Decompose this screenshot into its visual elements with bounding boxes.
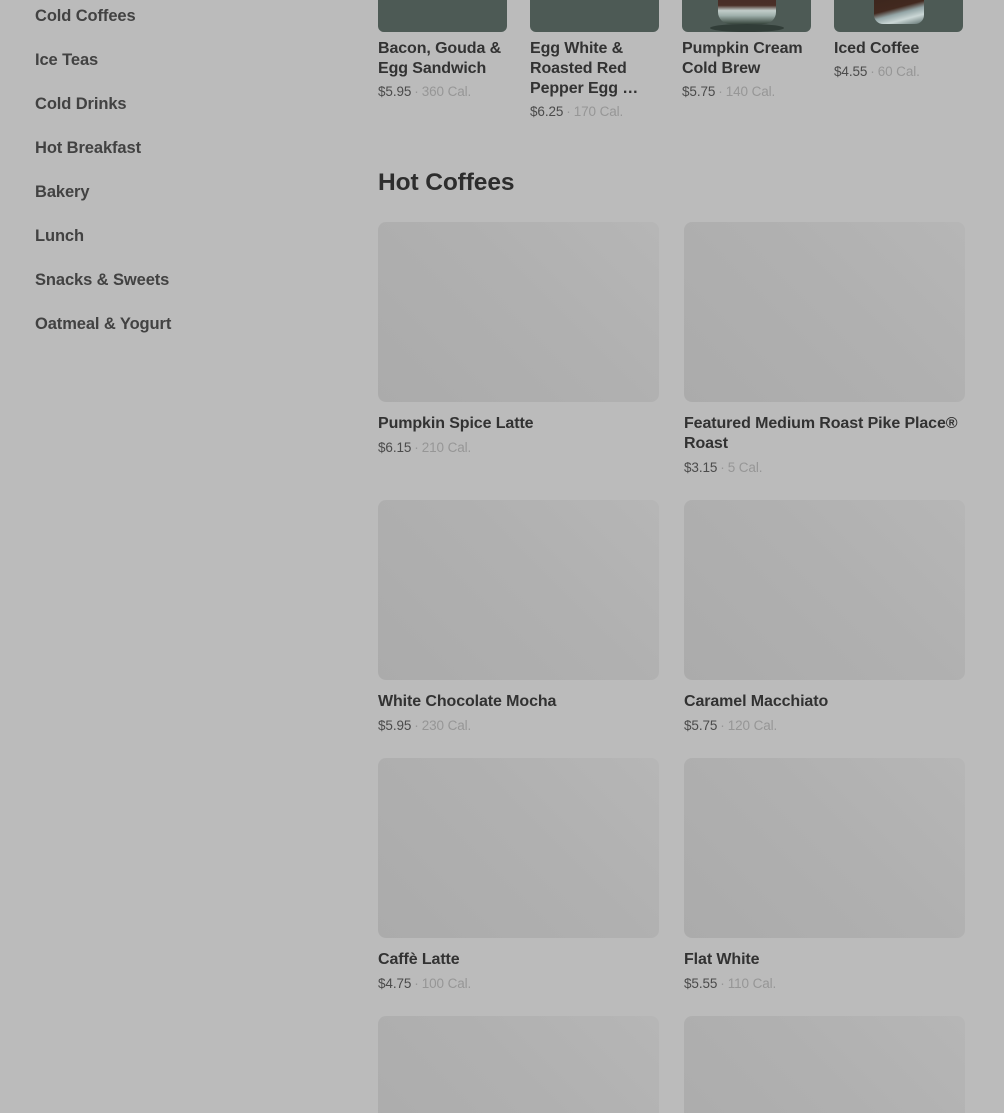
product-price: $5.55 bbox=[684, 976, 718, 991]
product-image-placeholder bbox=[378, 222, 659, 402]
sidebar-item-cold-coffees[interactable]: Cold Coffees bbox=[35, 7, 136, 25]
iced-coffee-cup-image bbox=[874, 0, 924, 24]
price-dot-separator: · bbox=[720, 460, 725, 475]
product-calories: 5 Cal. bbox=[727, 460, 763, 475]
price-dot-separator: · bbox=[414, 440, 419, 455]
product-name: White Chocolate Mocha bbox=[378, 693, 557, 710]
sidebar-item-cold-drinks[interactable]: Cold Drinks bbox=[35, 95, 127, 113]
product-price: $5.95 bbox=[378, 84, 412, 99]
product-price: $6.25 bbox=[530, 104, 564, 119]
sidebar-item-snacks-sweets[interactable]: Snacks & Sweets bbox=[35, 271, 170, 289]
product-price-line bbox=[682, 84, 811, 100]
product-name: Bacon, Gouda & Egg Sandwich bbox=[378, 40, 502, 77]
product-calories: 360 Cal. bbox=[421, 84, 472, 99]
product-price-line bbox=[834, 64, 963, 80]
product-calories: 60 Cal. bbox=[877, 64, 920, 79]
product-name: Pumpkin Spice Latte bbox=[378, 415, 534, 432]
product-image-placeholder bbox=[378, 758, 659, 938]
cold-brew-cup-image bbox=[718, 0, 776, 24]
product-name: Featured Medium Roast Pike Place® Roast bbox=[684, 415, 958, 452]
product-image-placeholder bbox=[684, 758, 965, 938]
product-price: $5.75 bbox=[682, 84, 716, 99]
product-card-white-chocolate-mocha[interactable] bbox=[378, 500, 659, 734]
category-sidebar bbox=[35, 0, 335, 346]
product-calories: 140 Cal. bbox=[725, 84, 776, 99]
product-calories: 170 Cal. bbox=[573, 104, 624, 119]
cold-brew-cup-photo bbox=[682, 0, 811, 32]
product-price: $3.15 bbox=[684, 460, 718, 475]
hot-coffees-grid bbox=[378, 222, 965, 1113]
price-dot-separator: · bbox=[720, 718, 725, 733]
product-price-line bbox=[378, 976, 659, 992]
iced-coffee-cup-photo bbox=[834, 0, 963, 32]
product-image-placeholder bbox=[378, 500, 659, 680]
product-calories: 100 Cal. bbox=[421, 976, 472, 991]
product-price-line bbox=[378, 718, 659, 734]
product-name: Egg White & Roasted Red Pepper Egg … bbox=[530, 40, 639, 97]
product-image-placeholder bbox=[684, 500, 965, 680]
product-photo-dark bbox=[378, 0, 507, 32]
product-name: Pumpkin Cream Cold Brew bbox=[682, 40, 803, 77]
product-price: $5.75 bbox=[684, 718, 718, 733]
price-dot-separator: · bbox=[720, 976, 725, 991]
product-price-line bbox=[530, 104, 659, 120]
product-calories: 210 Cal. bbox=[421, 440, 472, 455]
price-dot-separator: · bbox=[718, 84, 723, 99]
product-price: $4.75 bbox=[378, 976, 412, 991]
price-dot-separator: · bbox=[566, 104, 571, 119]
product-calories: 110 Cal. bbox=[727, 976, 777, 991]
product-price-line bbox=[684, 460, 965, 476]
product-image-placeholder bbox=[684, 1016, 965, 1113]
product-price-line bbox=[378, 440, 659, 456]
product-price-line bbox=[684, 976, 965, 992]
product-card-bacon-gouda-egg-sandwich[interactable] bbox=[378, 0, 507, 120]
product-image-placeholder bbox=[378, 1016, 659, 1113]
product-price-line bbox=[684, 718, 965, 734]
price-dot-separator: · bbox=[870, 64, 875, 79]
sidebar-item-hot-breakfast[interactable]: Hot Breakfast bbox=[35, 139, 141, 157]
sidebar-item-bakery[interactable]: Bakery bbox=[35, 183, 90, 201]
product-calories: 230 Cal. bbox=[421, 718, 472, 733]
sidebar-item-ice-teas[interactable]: Ice Teas bbox=[35, 51, 99, 69]
product-card-pumpkin-spice-latte[interactable] bbox=[378, 222, 659, 456]
product-image-placeholder bbox=[684, 222, 965, 402]
product-price: $4.55 bbox=[834, 64, 868, 79]
section-title-hot-coffees: Hot Coffees bbox=[378, 169, 515, 196]
product-row-top bbox=[378, 0, 965, 120]
sidebar-item-oatmeal-yogurt[interactable]: Oatmeal & Yogurt bbox=[35, 315, 172, 333]
price-dot-separator: · bbox=[414, 84, 419, 99]
product-name: Iced Coffee bbox=[834, 40, 920, 57]
product-card-egg-white-roasted-red-pepper[interactable] bbox=[530, 0, 659, 120]
product-name: Caffè Latte bbox=[378, 951, 460, 968]
product-price: $6.15 bbox=[378, 440, 412, 455]
product-card-caffe-latte[interactable] bbox=[378, 758, 659, 992]
product-calories: 120 Cal. bbox=[727, 718, 778, 733]
price-dot-separator: · bbox=[414, 976, 419, 991]
product-name: Flat White bbox=[684, 951, 760, 968]
product-card-partial-left[interactable] bbox=[378, 1016, 659, 1113]
price-dot-separator: · bbox=[414, 718, 419, 733]
cup-shadow bbox=[710, 24, 784, 32]
product-price: $5.95 bbox=[378, 718, 412, 733]
product-card-featured-medium-roast-pike-place[interactable] bbox=[684, 222, 965, 476]
product-name: Caramel Macchiato bbox=[684, 693, 829, 710]
product-price-line bbox=[378, 84, 507, 100]
menu-content bbox=[378, 0, 965, 1113]
product-card-caramel-macchiato[interactable] bbox=[684, 500, 965, 734]
product-card-pumpkin-cream-cold-brew[interactable] bbox=[682, 0, 811, 120]
product-card-partial-right[interactable] bbox=[684, 1016, 965, 1113]
product-photo-dark bbox=[530, 0, 659, 32]
sidebar-item-lunch[interactable]: Lunch bbox=[35, 227, 84, 245]
product-card-iced-coffee[interactable] bbox=[834, 0, 963, 120]
product-card-flat-white[interactable] bbox=[684, 758, 965, 992]
